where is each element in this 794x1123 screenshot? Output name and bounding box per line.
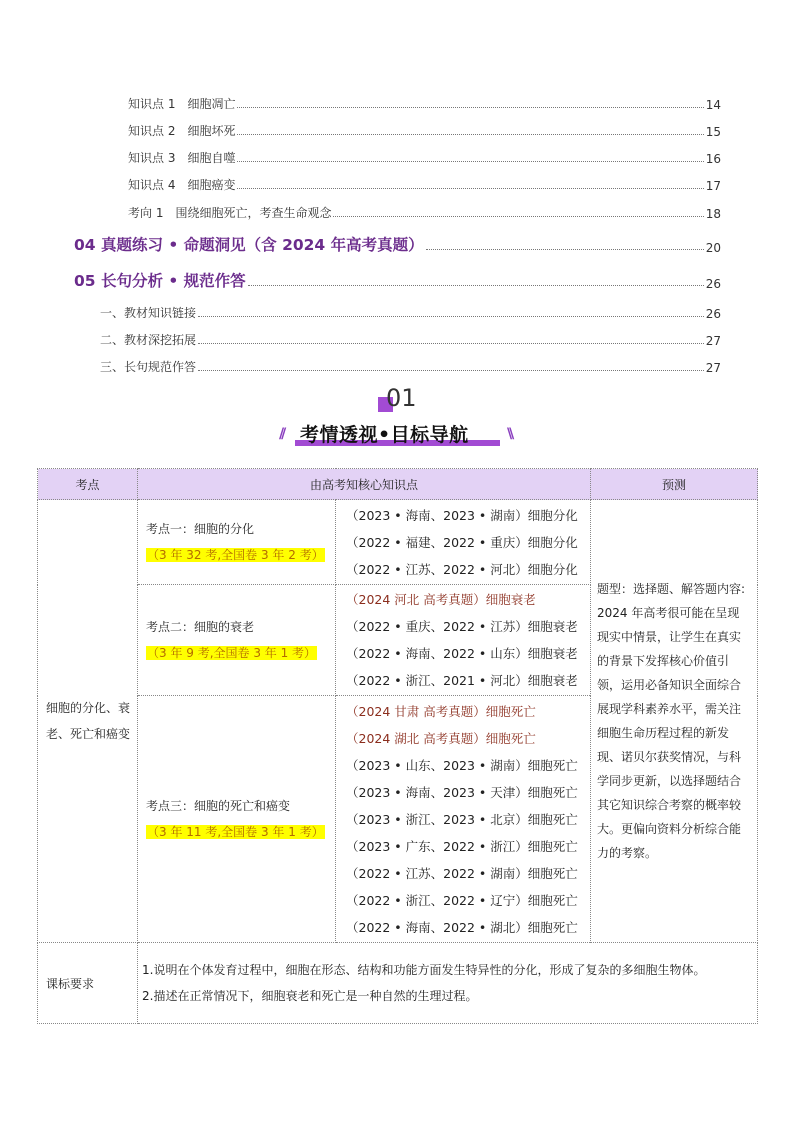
toc-leader <box>237 106 703 108</box>
toc-leader <box>198 315 704 317</box>
table-row <box>38 500 758 585</box>
toc-leader <box>426 248 704 250</box>
exam-frequency-highlight: （3 年 11 考,全国卷 3 年 1 考） <box>147 825 324 839</box>
exam-analysis-table <box>37 468 758 1024</box>
exam-frequency-highlight: （3 年 9 考,全国卷 3 年 1 考） <box>147 646 317 660</box>
toc-label: 04 真题练习 • 命题洞见（含 2024 年高考真题） <box>74 236 424 254</box>
toc-page: 16 <box>705 152 721 166</box>
exam-case-2024: （2024 河北 高考真题）细胞衰老 <box>346 592 536 607</box>
exam-case: （2022 • 福建、2022 • 重庆）细胞分化 <box>346 534 578 550</box>
section-title: 考情透视•目标导航 <box>300 424 469 446</box>
toc-page: 26 <box>705 307 721 321</box>
toc-entry[interactable] <box>100 358 721 375</box>
toc-label: 05 长句分析 • 规范作答 <box>74 272 246 290</box>
knowledge-point-name: 考点二：细胞的衰老 <box>146 620 255 634</box>
section-header <box>0 384 794 454</box>
exam-case: （2023 • 海南、2023 • 天津）细胞死亡 <box>346 784 578 800</box>
toc-section-entry[interactable] <box>74 233 721 255</box>
toc-leader <box>237 187 703 189</box>
topic-cell: 细胞的分化、衰老、死亡和癌变 <box>38 500 138 943</box>
toc-entry[interactable] <box>128 95 721 112</box>
exam-cases-cell <box>336 585 591 696</box>
requirement-item: 1.说明在个体发育过程中，细胞在形态、结构和功能方面发生特异性的分化，形成了复杂的多细胞生物体。 <box>142 963 706 977</box>
knowledge-point-cell <box>138 696 336 943</box>
requirements-label: 课标要求 <box>38 943 138 1024</box>
knowledge-point-name: 考点三：细胞的死亡和癌变 <box>146 799 291 813</box>
toc-entry[interactable] <box>100 331 721 348</box>
toc-leader <box>237 160 703 162</box>
toc-label: 三、长句规范作答 <box>100 360 197 374</box>
exam-case: （2023 • 山东、2023 • 湖南）细胞死亡 <box>346 757 578 773</box>
exam-case: （2022 • 江苏、2022 • 河北）细胞分化 <box>346 561 578 577</box>
exam-frequency-highlight: （3 年 32 考,全国卷 3 年 2 考） <box>147 548 324 562</box>
right-slash-decoration: \\ <box>507 426 512 442</box>
requirements-row <box>38 943 758 1024</box>
toc-leader <box>248 284 704 286</box>
toc-label: 考向 1 围绕细胞死亡，考查生命观念 <box>128 206 332 220</box>
knowledge-point-name: 考点一：细胞的分化 <box>146 522 255 536</box>
exam-case: （2023 • 海南、2023 • 湖南）细胞分化 <box>346 507 578 523</box>
toc-leader <box>237 133 703 135</box>
exam-cases-cell <box>336 500 591 585</box>
toc-label: 二、教材深挖拓展 <box>100 333 197 347</box>
left-slash-decoration: // <box>279 426 284 442</box>
exam-case: （2022 • 海南、2022 • 山东）细胞衰老 <box>346 646 578 661</box>
exam-case: （2022 • 浙江、2021 • 河北）细胞衰老 <box>346 673 578 688</box>
toc-section-entry[interactable] <box>74 269 721 291</box>
header-cell-knowledge: 由高考知核心知识点 <box>138 469 591 500</box>
toc-entry[interactable] <box>128 176 721 193</box>
toc-leader <box>333 215 703 217</box>
toc-entry[interactable] <box>128 122 721 139</box>
toc-label: 知识点 3 细胞自噬 <box>128 151 236 165</box>
prediction-cell: 题型：选择题、解答题内容: 2024 年高考很可能在呈现现实中情景，让学生在真实的背景下发挥核心价值引领，运用必备知识全面综合展现学科素养水平，需关注细胞生命历程过程的新发现、诺贝尔获奖情况，与科学同步更新，以选择题结合其它知识综合考察的概率较大。更偏向资料分析综合能力的考察。 <box>591 500 758 943</box>
toc-page: 17 <box>705 179 721 193</box>
toc-leader <box>198 369 704 371</box>
knowledge-point-cell <box>138 500 336 585</box>
requirements-cell <box>138 943 758 1024</box>
toc-page: 20 <box>705 241 721 255</box>
toc-label: 知识点 2 细胞坏死 <box>128 124 236 138</box>
toc-entry[interactable] <box>128 204 721 221</box>
exam-case: （2022 • 浙江、2022 • 辽宁）细胞死亡 <box>346 892 578 908</box>
exam-case: （2023 • 浙江、2023 • 北京）细胞死亡 <box>346 811 578 827</box>
toc-label: 知识点 4 细胞癌变 <box>128 178 236 192</box>
knowledge-point-cell <box>138 585 336 696</box>
exam-case: （2022 • 海南、2022 • 湖北）细胞死亡 <box>346 919 578 935</box>
exam-case: （2023 • 广东、2022 • 浙江）细胞死亡 <box>346 838 578 854</box>
exam-case: （2022 • 重庆、2022 • 江苏）细胞衰老 <box>346 619 578 634</box>
toc-entry[interactable] <box>128 149 721 166</box>
exam-case-2024: （2024 湖北 高考真题）细胞死亡 <box>346 730 536 746</box>
header-cell-topic: 考点 <box>38 469 138 500</box>
toc-page: 27 <box>705 361 721 375</box>
exam-case-2024: （2024 甘肃 高考真题）细胞死亡 <box>346 703 536 719</box>
toc-page: 18 <box>705 207 721 221</box>
toc-page: 15 <box>705 125 721 139</box>
toc-page: 14 <box>705 98 721 112</box>
toc-page: 26 <box>705 277 721 291</box>
toc-label: 知识点 1 细胞凋亡 <box>128 97 236 111</box>
requirement-item: 2.描述在正常情况下，细胞衰老和死亡是一种自然的生理过程。 <box>142 989 478 1003</box>
section-number: 01 <box>386 384 417 412</box>
toc-page: 27 <box>705 334 721 348</box>
exam-case: （2022 • 江苏、2022 • 湖南）细胞死亡 <box>346 865 578 881</box>
exam-cases-cell <box>336 696 591 943</box>
toc-leader <box>198 342 704 344</box>
toc-entry[interactable] <box>100 304 721 321</box>
table-header-row <box>38 469 758 500</box>
toc-label: 一、教材知识链接 <box>100 306 197 320</box>
header-cell-prediction: 预测 <box>591 469 758 500</box>
